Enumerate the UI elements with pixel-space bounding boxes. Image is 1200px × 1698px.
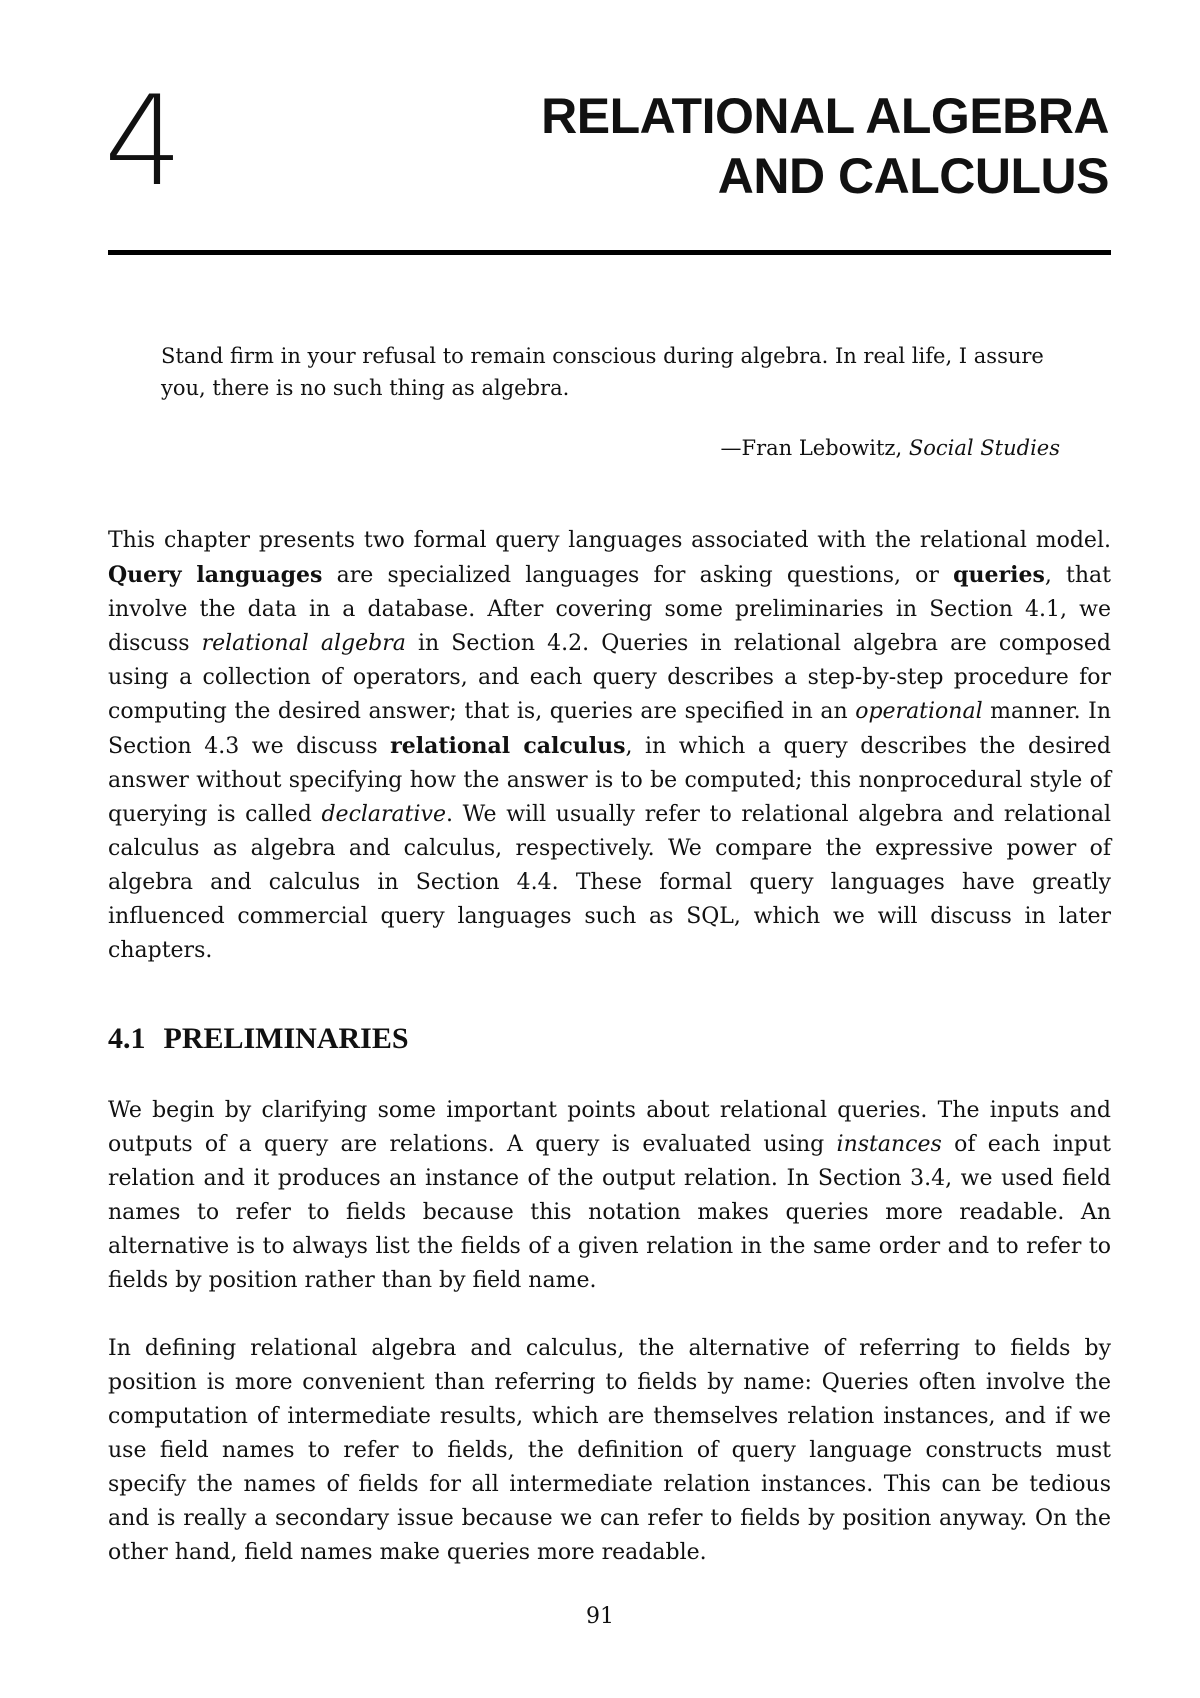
intro-text-4: in Section 4.2. Queries in relational algebra are composed using a collection of operators, and each query describes a step-by-step procedure for computing the desired answer; that is, queries are specified in an [108,631,1111,724]
term-relational-algebra: relational algebra [201,631,406,656]
intro-text-7: . We will usually refer to relational algebra and relational calculus as algebra and calculus, respectively. We compare the expressive power of algebra and calculus in Section 4.4. These formal query languages have greatly influenced commercial query languages such as SQL, which we will discuss in later chapters. [108,802,1111,963]
chapter-title-line-1: RELATIONAL ALGEBRA [541,88,1109,144]
preliminaries-paragraph-2: In defining relational algebra and calculus, the alternative of referring to fields by position is more convenient than referring to fields by name: Queries often involve the computation of intermediate results, which are themselves relation instances, and if we use field names to refer to fields, the definition of query language constructs must specify the names of fields for all intermediate relation instances. This can be tedious and is really a secondary issue because we can refer to fields by position anyway. On the other hand, field names make queries more readable. [108,1336,1111,1565]
intro-text-3: , that involve the data in a database. After covering some preliminaries in Section 4.1, we discuss [108,563,1112,656]
epigraph-attribution [721,432,1060,464]
term-relational-calculus: relational calculus [390,733,626,759]
epigraph-author: —Fran Lebowitz, [720,436,909,460]
epigraph-source: Social Studies [908,436,1060,460]
chapter-title-line-2: AND CALCULUS [717,148,1109,204]
term-declarative: declarative [321,802,447,827]
chapter-number: 4 [104,70,181,214]
term-queries: queries [953,562,1045,588]
preliminaries-paragraph-1 [108,1094,1111,1298]
section-heading [108,1021,409,1057]
intro-text-6: , in which a query describes the desired answer without specifying how the answer is to be computed; this nonprocedural style of querying is called [108,734,1112,827]
page-number: 91 [586,1604,614,1629]
term-instances: instances [836,1132,942,1157]
chapter-title [541,86,1109,206]
intro-text-1: This chapter presents two formal query languages associated with the relational model. [108,528,1111,553]
chapter-title-rule [108,250,1111,255]
para1-text-2: of each input relation and it produces an instance of the output relation. In Section 3.4, we used field names to refer to fields because this notation makes queries more readable. An alternative is to always list the fields of a given relation in the same order and to refer to fields by position rather than by field name. [108,1132,1111,1293]
term-operational: operational [855,699,983,724]
epigraph-quote: Stand firm in your refusal to remain conscious during algebra. In real life, I assure you, there is no such thing as algebra. [161,344,1044,400]
section-number: 4.1 [108,1022,146,1055]
term-query-languages: Query languages [108,562,323,588]
intro-paragraph [108,524,1111,968]
intro-text-2: are specialized languages for asking questions, or [322,563,954,588]
para1-text-1: We begin by clarifying some important points about relational queries. The inputs and outputs of a query are relations. A query is evaluated using [108,1098,1111,1157]
intro-text-5: manner. In Section 4.3 we discuss [108,699,1111,759]
section-title: PRELIMINARIES [163,1022,409,1055]
